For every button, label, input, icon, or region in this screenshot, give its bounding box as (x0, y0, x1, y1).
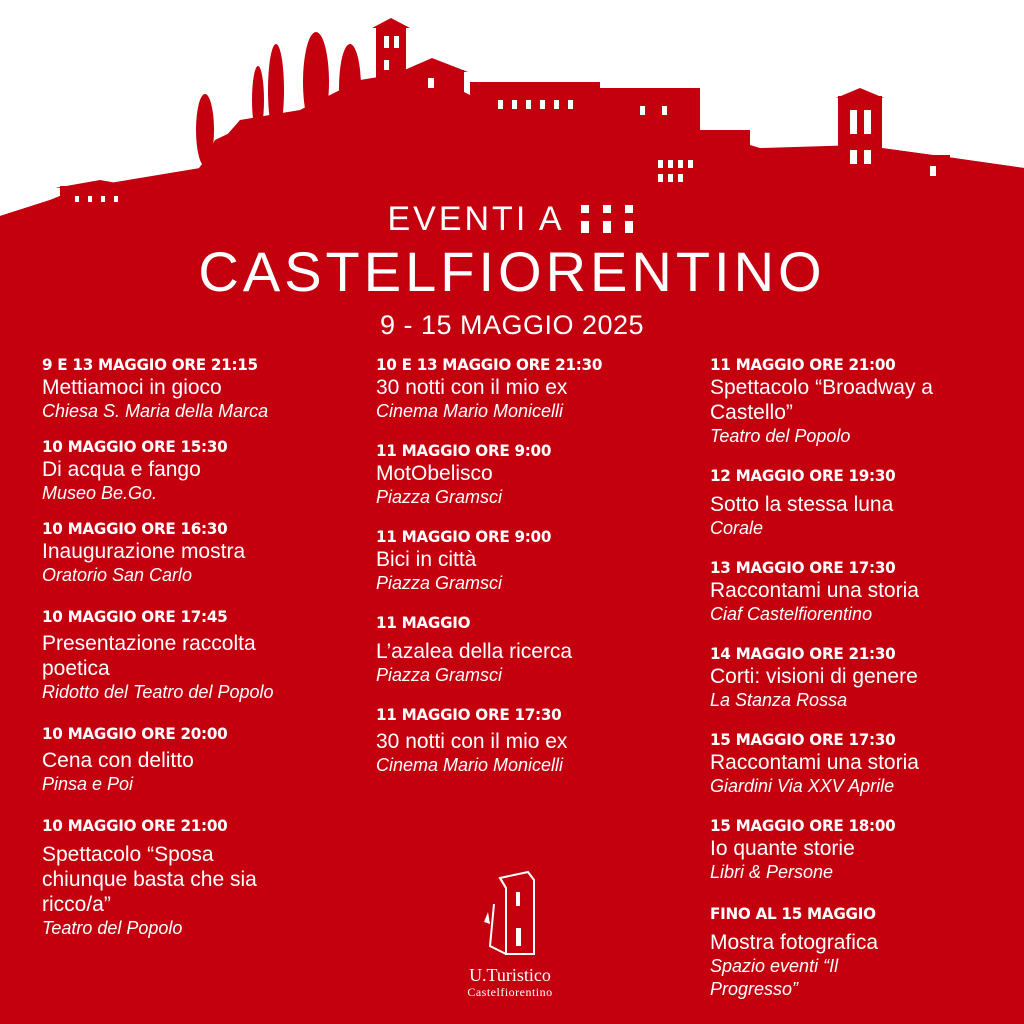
event-date: 15 MAGGIO ORE 17:30 (710, 730, 896, 749)
event-title: Presentazione raccolta poetica (42, 632, 256, 680)
event-title: Raccontami una storia (710, 751, 919, 774)
event-place: Chiesa S. Maria della Marca (42, 401, 269, 421)
event-title: Inaugurazione mostra (42, 540, 246, 563)
town-skyline-illustration (0, 0, 1024, 230)
event-item (42, 519, 352, 587)
event-place: Teatro del Popolo (710, 426, 851, 446)
event-title: Cena con delitto (42, 749, 194, 772)
event-title: MotObelisco (376, 462, 493, 485)
event-place: Ridotto del Teatro del Popolo (42, 682, 274, 702)
event-date: 10 MAGGIO ORE 21:00 (42, 816, 228, 835)
event-item (42, 355, 352, 423)
event-item (376, 705, 686, 777)
event-date: 11 MAGGIO ORE 17:30 (376, 705, 562, 724)
event-place: Corale (710, 518, 764, 538)
event-title: Raccontami una storia (710, 579, 919, 602)
event-date: 11 MAGGIO ORE 9:00 (376, 527, 552, 546)
event-place: Ciaf Castelfiorentino (710, 604, 873, 624)
event-item (710, 816, 1020, 884)
event-item (42, 816, 352, 940)
event-place: Oratorio San Carlo (42, 565, 193, 585)
event-place: Teatro del Popolo (42, 918, 183, 938)
event-item (710, 730, 1020, 798)
event-place: Cinema Mario Monicelli (376, 401, 564, 421)
event-date: 12 MAGGIO ORE 19:30 (710, 466, 896, 485)
event-place: Spazio eventi “Il Progresso” (710, 956, 839, 999)
event-title: Corti: visioni di genere (710, 665, 918, 688)
event-place: Museo Be.Go. (42, 483, 158, 503)
event-date: 9 E 13 MAGGIO ORE 21:15 (42, 355, 258, 374)
date-range: 9 - 15 MAGGIO 2025 (379, 310, 645, 340)
event-date: 11 MAGGIO (376, 613, 471, 632)
event-date: 13 MAGGIO ORE 17:30 (710, 558, 896, 577)
event-title: Spettacolo “Sposa chiunque basta che sia ricco/a” (42, 843, 257, 916)
poster-header (0, 198, 1024, 341)
event-title: L’azalea della ricerca (376, 640, 573, 663)
event-date: 14 MAGGIO ORE 21:30 (710, 644, 896, 663)
event-item (710, 355, 1020, 448)
event-title: Mostra fotografica (710, 931, 879, 954)
event-place: Piazza Gramsci (376, 573, 503, 593)
event-item (42, 437, 352, 505)
event-item (42, 724, 352, 796)
event-item (376, 355, 686, 423)
event-item (710, 466, 1020, 540)
main-title: CASTELFIORENTINO (198, 240, 826, 303)
windows-icon (579, 205, 637, 233)
events-column-3 (710, 355, 1020, 1015)
event-title: Bici in città (376, 548, 477, 571)
event-title: 30 notti con il mio ex (376, 376, 568, 399)
event-item (710, 904, 1020, 1001)
ufficio-turistico-logo (450, 868, 570, 998)
events-column-1 (42, 355, 352, 954)
event-date: FINO AL 15 MAGGIO (710, 904, 876, 923)
event-place: Piazza Gramsci (376, 665, 503, 685)
event-title: 30 notti con il mio ex (376, 730, 568, 753)
event-date: 10 MAGGIO ORE 15:30 (42, 437, 228, 456)
event-title: Io quante storie (710, 837, 855, 860)
event-item (376, 441, 686, 509)
event-place: Pinsa e Poi (42, 774, 134, 794)
event-title: Di acqua e fango (42, 458, 201, 481)
event-item (376, 527, 686, 595)
event-date: 15 MAGGIO ORE 18:00 (710, 816, 896, 835)
event-date: 10 MAGGIO ORE 16:30 (42, 519, 228, 538)
event-title: Spettacolo “Broadway a Castello” (710, 376, 933, 424)
event-place: Giardini Via XXV Aprile (710, 776, 895, 796)
event-place: Libri & Persone (710, 862, 834, 882)
event-place: Cinema Mario Monicelli (376, 755, 564, 775)
event-date: 10 MAGGIO ORE 17:45 (42, 607, 228, 626)
event-place: Piazza Gramsci (376, 487, 503, 507)
event-item (710, 558, 1020, 626)
event-date: 11 MAGGIO ORE 9:00 (376, 441, 552, 460)
event-date: 10 E 13 MAGGIO ORE 21:30 (376, 355, 603, 374)
event-title: Sotto la stessa luna (710, 493, 894, 516)
tower-logo-icon (470, 868, 550, 958)
logo-line-2: Castelfiorentino (467, 985, 553, 999)
event-date: 11 MAGGIO ORE 21:00 (710, 355, 896, 374)
event-item (376, 613, 686, 687)
logo-line-1: U.Turistico (469, 965, 551, 985)
event-item (710, 644, 1020, 712)
event-date: 10 MAGGIO ORE 20:00 (42, 724, 228, 743)
event-title: Mettiamoci in gioco (42, 376, 222, 399)
event-item (42, 607, 352, 704)
pre-title (387, 198, 636, 240)
events-column-2 (376, 355, 686, 791)
event-place: La Stanza Rossa (710, 690, 848, 710)
pre-title-text: EVENTI A (387, 199, 565, 238)
